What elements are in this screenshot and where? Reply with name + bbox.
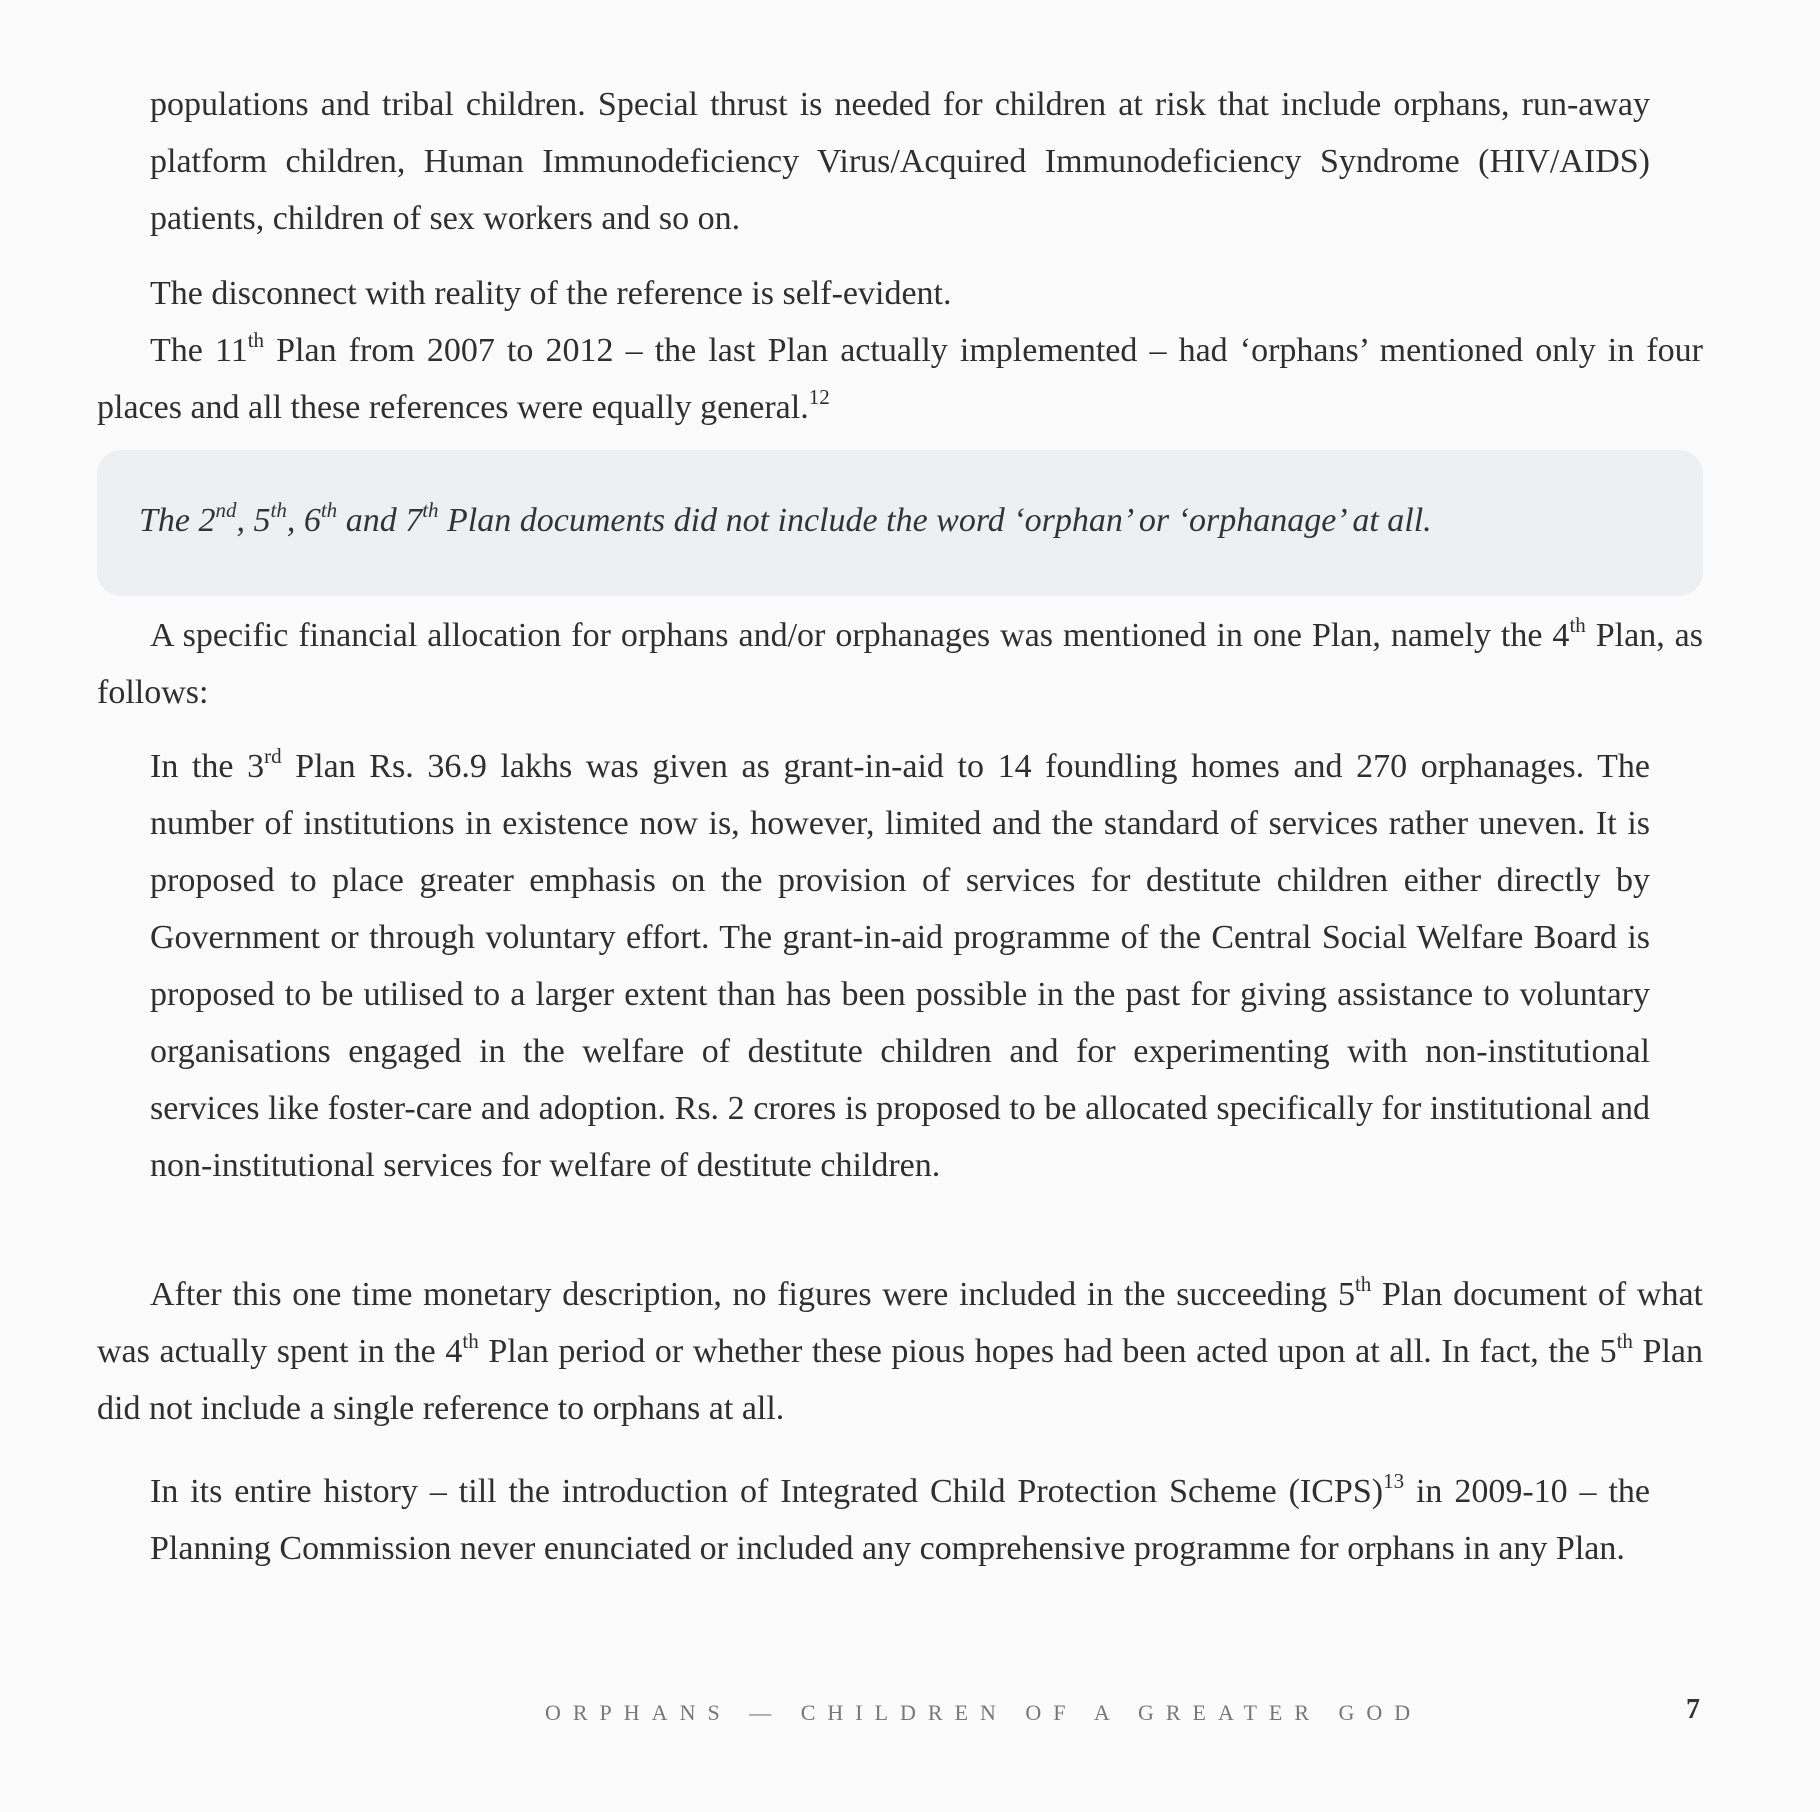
paragraph-eleventh-plan: The 11th Plan from 2007 to 2012 – the last Plan actually implemented – had ‘orphans’ mentioned only in four places and all these references were equally general.$^{12}$ [97, 327, 1703, 426]
paragraph-disconnect: The disconnect with reality of the reference is self-evident. [150, 275, 952, 312]
paragraph-children-at-risk: populations and tribal children. Special thrust is needed for children at risk that include orphans, run-away platform children, Human Immunodeficiency Virus/Acquired Immunodeficiency Syndrome (HIV/AIDS) patients, children of sex workers and so on. [150, 86, 1650, 237]
paragraph-after-monetary: After this one time monetary description, no figures were included in the succeeding 5th Plan document of what was actually spent in the 4th Plan period or whether these pious hopes had been acted upon at all. In fact, the 5th Plan did not include a single reference to orphans at all. [97, 1271, 1704, 1427]
paragraph-entire-history: In its entire history – till the introduction of Integrated Child Protection Scheme (ICPS)$^{13}$ in 2009-10 – the Planning Commission never enunciated or included any comprehensive programme for orphans in any Plan. [150, 1468, 1650, 1567]
page-number: 7 [1686, 1694, 1700, 1725]
callout-text: The 2nd, 5th, 6th and 7th Plan documents did not include the word ‘orphan’ or ‘orphanage’ at all. [139, 497, 1432, 539]
superscript: th [247, 327, 265, 352]
highlight-callout [97, 450, 1703, 596]
footnote-ref-12: 12 [808, 384, 830, 409]
paragraph-financial-allocation: A specific financial allocation for orphans and/or orphanages was mentioned in one Plan, namely the 4th Plan, as follows: [97, 612, 1703, 711]
footnote-ref-13: 13 [1383, 1468, 1405, 1493]
block-quote-fourth-plan: In the 3rd Plan Rs. 36.9 lakhs was given as grant-in-aid to 14 foundling homes and 270 orphanages. The number of institutions in existence now is, however, limited and the standard of services rather uneven. It is proposed to place greater emphasis on the provision of services for destitute children either directly by Government or through voluntary effort. The grant-in-aid programme of the Central Social Welfare Board is proposed to be utilised to a larger extent than has been possible in the past for giving assistance to voluntary organisations engaged in the welfare of destitute children and for experimenting with non-institutional services like foster-care and adoption. Rs. 2 crores is proposed to be allocated specifically for institutional and non-institutional services for welfare of destitute children. [150, 743, 1650, 1184]
running-footer-title: ORPHANS — CHILDREN OF A GREATER GOD [545, 1700, 1423, 1725]
